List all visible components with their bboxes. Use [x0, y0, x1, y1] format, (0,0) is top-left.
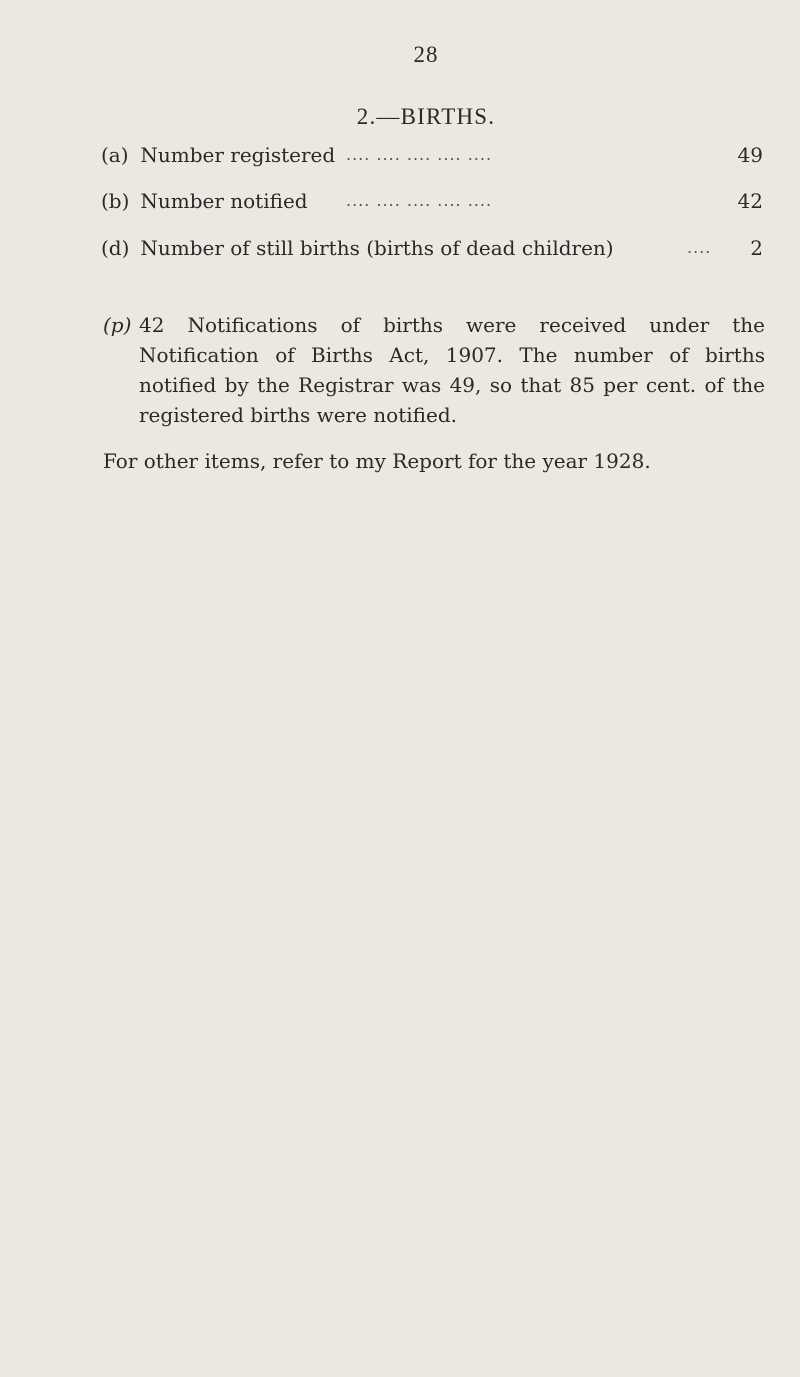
- item-value: 2: [750, 236, 763, 260]
- notifications-note: [103, 310, 765, 430]
- page-number: 28: [413, 42, 439, 67]
- item-value: 49: [737, 143, 763, 167]
- item-marker: (b): [101, 189, 130, 213]
- dot-leader: ....: [687, 238, 712, 257]
- dot-leader: .... .... .... .... ....: [346, 145, 493, 164]
- dot-leader: .... .... .... .... ....: [346, 191, 493, 210]
- note-text: 42 Notifications of births were received under the Notification of Births Act, 1907. The number of births notified by the Registrar was 49, so that 85 per cent. of the registered births were notified.: [139, 313, 765, 427]
- item-marker: (a): [101, 143, 129, 167]
- item-marker: (d): [101, 236, 130, 260]
- item-label: Number notified: [140, 189, 308, 213]
- item-value: 42: [737, 189, 763, 213]
- footer-reference: For other items, refer to my Report for the year 1928.: [103, 449, 651, 473]
- item-label: Number registered: [140, 143, 336, 167]
- item-notified: [101, 186, 763, 216]
- item-registered: [101, 140, 763, 170]
- item-still-births: [101, 233, 763, 263]
- item-label: Number of still births (births of dead children): [140, 236, 614, 260]
- note-marker: (p): [103, 313, 132, 337]
- section-heading: 2.—BIRTHS.: [356, 104, 496, 129]
